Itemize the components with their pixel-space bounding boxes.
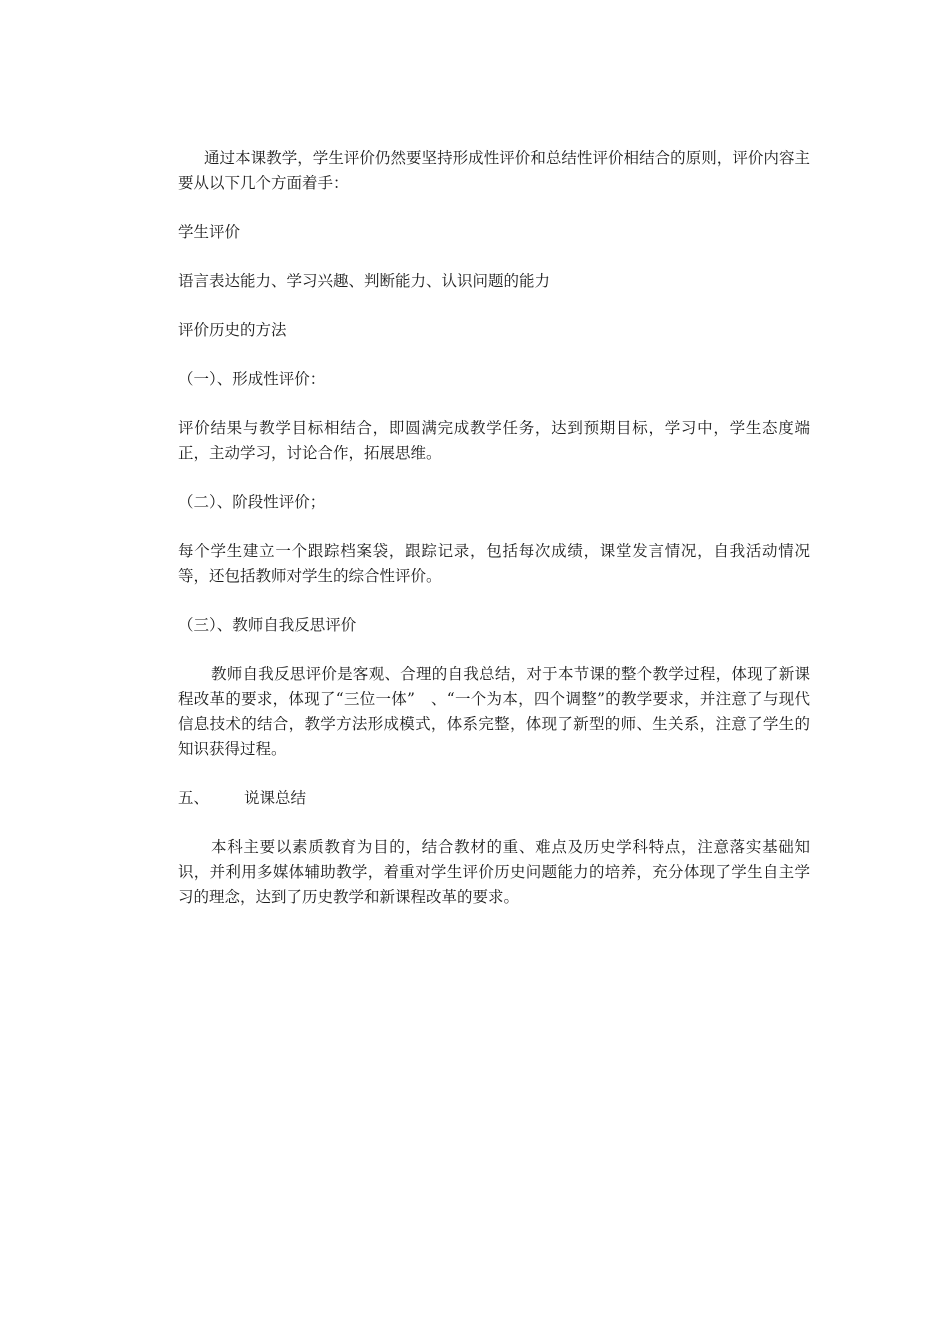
summary-title: 说课总结 [244, 789, 307, 807]
document-page [178, 146, 810, 934]
formative-paragraph: 评价结果与教学目标相结合，即圆满完成教学任务，达到预期目标，学习中，学生态度端正，主动学习，讨论合作，拓展思维。 [178, 419, 810, 462]
abilities-paragraph: 语言表达能力、学习兴趣、判断能力、认识问题的能力 [178, 272, 551, 290]
summary-heading [178, 786, 810, 811]
methods-heading: 评价历史的方法 [178, 321, 287, 339]
stage-paragraph: 每个学生建立一个跟踪档案袋，跟踪记录，包括每次成绩，课堂发言情况，自我活动情况等，还包括教师对学生的综合性评价。 [178, 542, 810, 585]
formative-heading: （一）、形成性评价： [178, 370, 326, 388]
teacher-heading: （三）、教师自我反思评价 [178, 616, 357, 634]
intro-paragraph: 通过本课教学，学生评价仍然要坚持形成性评价和总结性评价相结合的原则，评价内容主要从以下几个方面着手： [178, 149, 810, 192]
teacher-paragraph: 教师自我反思评价是客观、合理的自我总结，对于本节课的整个教学过程，体现了新课程改革的要求，体现了“三位一体” 、“一个为本，四个调整”的教学要求，并注意了与现代信息技术的结合，教学方法形成模式，体系完整，体现了新型的师、生关系，注意了学生的知识获得过程。 [178, 665, 810, 758]
summary-paragraph: 本科主要以素质教育为目的，结合教材的重、难点及历史学科特点，注意落实基础知识，并利用多媒体辅助教学，着重对学生评价历史问题能力的培养，充分体现了学生自主学习的理念，达到了历史教学和新课程改革的要求。 [178, 838, 810, 906]
student-eval-heading: 学生评价 [178, 223, 241, 241]
stage-heading: （二）、阶段性评价； [178, 493, 326, 511]
summary-number: 五、 [178, 789, 210, 807]
